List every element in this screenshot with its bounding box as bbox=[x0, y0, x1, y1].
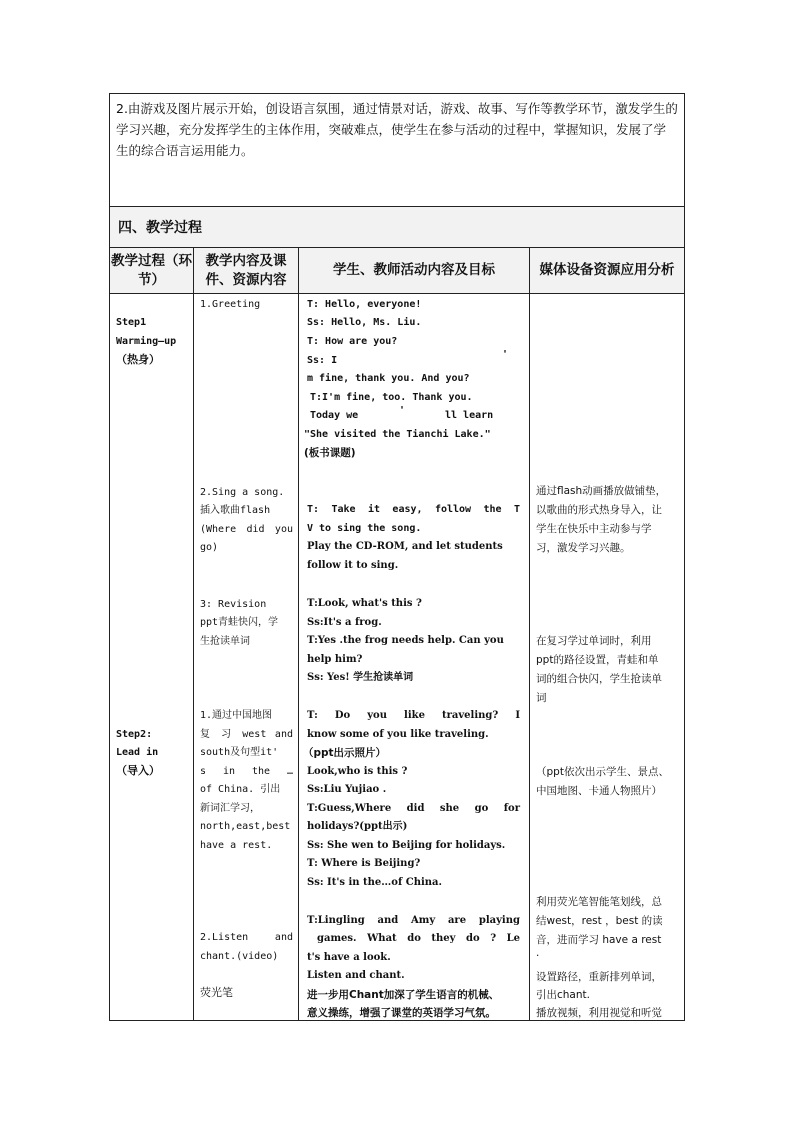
activity-line: T:I'm fine, too. Thank you. bbox=[310, 392, 473, 403]
activity-line: T:Look, what's this ? bbox=[307, 598, 422, 609]
content-map-8: have a rest. bbox=[200, 840, 273, 851]
activity-line: Ss: Yes! 学生抢读单词 bbox=[307, 672, 414, 683]
activity-line: T:Lingling and Amy are playing bbox=[307, 915, 520, 926]
activity-line: t's have a look. bbox=[307, 952, 391, 963]
header-content: 教学内容及课件、资源内容 bbox=[194, 248, 299, 294]
activity-line: Today we bbox=[310, 410, 359, 421]
lesson-plan-table bbox=[109, 93, 685, 1021]
media-line: 学生在快乐中主动参与学 bbox=[536, 523, 652, 535]
media-line: 通过flash动画播放做铺垫， bbox=[536, 485, 667, 497]
media-line: 以歌曲的形式热身导入，让 bbox=[536, 504, 662, 516]
activity-line: Ss: It's in the…of China. bbox=[307, 877, 443, 888]
content-song-2: 插入歌曲flash bbox=[200, 505, 271, 516]
activity-line: know some of you like traveling. bbox=[307, 729, 489, 740]
activity-line: T: Take it easy, follow the T bbox=[307, 504, 520, 515]
media-line: 词 bbox=[536, 692, 547, 704]
activity-line: Ss: I bbox=[307, 355, 338, 366]
media-line: 词的组合快闪，学生抢读单 bbox=[536, 673, 662, 685]
media-line: ppt的路径设置，青蛙和单 bbox=[536, 654, 659, 666]
activity-line: 意义操练，增强了课堂的英语学习气氛。 bbox=[307, 1007, 496, 1019]
media-line: 习，激发学习兴趣。 bbox=[536, 542, 631, 554]
activity-line: Play the CD-ROM, and let students bbox=[307, 541, 503, 552]
media-line: 设置路径，重新排列单词， bbox=[536, 971, 662, 983]
activity-line: V to sing the song. bbox=[307, 523, 422, 534]
activity-line: Listen and chant. bbox=[307, 970, 405, 981]
activity-line: Ss:Liu Yujiao . bbox=[307, 784, 387, 795]
activity-line: 进一步用Chant加深了学生语言的机械、 bbox=[307, 989, 500, 1001]
activity-quote: ' bbox=[502, 349, 509, 360]
media-line: 中国地图、卡通人物照片） bbox=[536, 785, 662, 797]
activity-line: follow it to sing. bbox=[307, 560, 399, 571]
activity-line: help him? bbox=[307, 654, 363, 665]
activity-line: T:Guess,Where did she go for bbox=[307, 803, 520, 814]
activity-line: T: Hello, everyone! bbox=[307, 299, 422, 310]
step1-chinese: （热身） bbox=[116, 353, 160, 366]
step1-label: Step1 bbox=[116, 317, 147, 328]
content-revision-3: 生抢读单词 bbox=[200, 636, 250, 647]
media-line: 利用荧光笔智能笔划线，总 bbox=[536, 896, 662, 908]
media-line: 在复习学过单词时，利用 bbox=[536, 635, 652, 647]
activity-line: （ppt出示照片） bbox=[303, 747, 387, 759]
content-map-1: 1.通过中国地图 bbox=[200, 710, 273, 721]
intro-paragraph: 2.由游戏及图片展示开始，创设语言氛围，通过情景对话，游戏、故事、写作等教学环节，激发学生的学习兴趣，充分发挥学生的主体作用，突破难点，使学生在参与活动的过程中，掌握知识，发展了学生的综合语言运用能力。 bbox=[110, 94, 685, 207]
activity-line: ll learn bbox=[445, 410, 494, 421]
step1-name: Warming—up bbox=[116, 336, 177, 347]
activity-line: holidays?(ppt出示) bbox=[307, 821, 408, 832]
content-song-4: go) bbox=[200, 542, 219, 553]
section-title: 四、教学过程 bbox=[110, 207, 685, 248]
media-line: 播放视频，利用视觉和听觉 bbox=[536, 1007, 662, 1019]
step-column bbox=[110, 294, 194, 1021]
content-chant-2: chant.(video) bbox=[200, 951, 279, 962]
activity-column bbox=[299, 294, 530, 1021]
content-chant-3: 荧光笔 bbox=[200, 986, 233, 999]
content-map-3: south及句型it' bbox=[200, 747, 279, 758]
step2-name: Lead in bbox=[116, 747, 159, 758]
media-line: . bbox=[536, 947, 540, 959]
content-revision-1: 3: Revision bbox=[200, 599, 267, 610]
header-activities: 学生、教师活动内容及目标 bbox=[299, 248, 530, 294]
activity-line: m fine, thank you. And you? bbox=[307, 373, 470, 384]
activity-quote: ' bbox=[399, 405, 406, 416]
activity-line: games. What do they do ? Le bbox=[317, 933, 520, 944]
content-map-2: 复 习 west and bbox=[200, 729, 293, 740]
activity-line: T: How are you? bbox=[307, 336, 398, 347]
content-revision-2: ppt青蛙快闪，学 bbox=[200, 617, 279, 628]
activity-line: T: Do you like traveling? I bbox=[307, 710, 520, 721]
media-line: （ppt依次出示学生、景点、 bbox=[536, 766, 669, 778]
content-song-3: (Where did you bbox=[200, 524, 293, 535]
activity-line: Look,who is this ? bbox=[307, 766, 408, 777]
activity-line: Ss:It's a frog. bbox=[307, 617, 382, 628]
content-greeting: 1.Greeting bbox=[200, 299, 261, 310]
content-column bbox=[194, 294, 299, 1021]
activity-line: T:Yes .the frog needs help. Can you bbox=[307, 635, 504, 646]
media-line: 引出chant. bbox=[536, 989, 590, 1001]
activity-line: Ss: She wen to Beijing for holidays. bbox=[307, 840, 506, 851]
activity-line: (板书课题) bbox=[304, 447, 356, 459]
media-line: 音，进而学习 have a rest bbox=[536, 934, 662, 946]
header-media: 媒体设备资源应用分析 bbox=[530, 248, 685, 294]
activity-line: "She visited the Tianchi Lake." bbox=[304, 429, 491, 440]
content-map-4: s in the … bbox=[200, 766, 293, 777]
header-process: 教学过程（环节） bbox=[110, 248, 194, 294]
content-map-7: north,east,best bbox=[200, 821, 291, 832]
activity-line: Ss: Hello, Ms. Liu. bbox=[307, 317, 422, 328]
step2-label: Step2: bbox=[116, 729, 153, 740]
activity-line: T: Where is Beijing? bbox=[307, 858, 421, 869]
media-line: 结west，rest ，best 的读 bbox=[536, 915, 663, 927]
content-map-5: of China. 引出 bbox=[200, 784, 281, 795]
content-song-1: 2.Sing a song. bbox=[200, 487, 285, 498]
content-map-6: 新词汇学习， bbox=[200, 803, 260, 814]
media-column bbox=[530, 294, 685, 1021]
step2-chinese: （导入） bbox=[116, 764, 160, 777]
content-chant-1: 2.Listen and bbox=[200, 932, 293, 943]
